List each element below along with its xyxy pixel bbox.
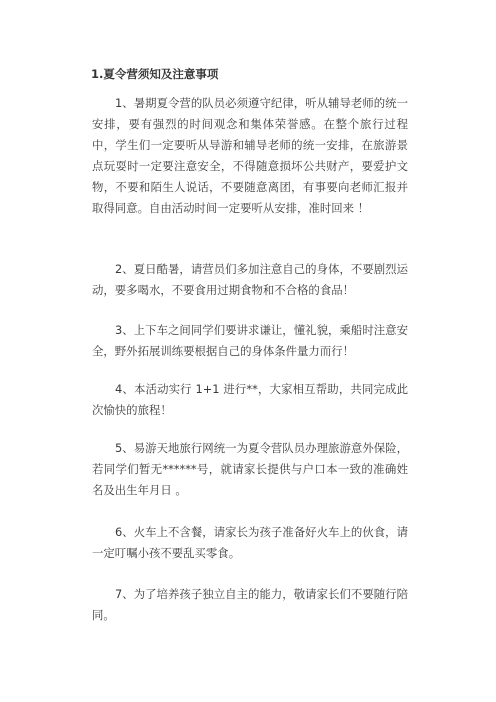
notice-item-1: 1、暑期夏令营的队员必须遵守纪律，听从辅导老师的统一安排，要有强烈的时间观念和集体荣誉感。在整个旅行过程中，学生们一定要听从导游和辅导老师的统一安排，在旅游景点玩耍时一定要注意安全，不得随意损坏公共财产，要爱护文物，不要和陌生人说话，不要随意离团，有事要向老师汇报并取得同意。自由活动时间一定要听从安排，准时回来 ！ [92,96,408,215]
notice-item-7: 7、为了培养孩子独立自主的能力，敬请家长们不要随行陪同。 [92,587,408,622]
notice-item-6: 6、火车上不含餐，请家长为孩子准备好火车上的伙食，请一定叮嘱小孩不要乱买零食。 [92,525,408,560]
document-title: 1.夏令营须知及注意事项 [91,67,219,81]
notice-item-3: 3、上下车之间同学们要讲求谦让，懂礼貌，乘船时注意安全，野外拓展训练要根据自己的身体条件量力而行！ [92,323,408,358]
notice-item-4: 4、本活动实行 1+1 进行**，大家相互帮助，共同完成此次愉快的旅程！ [92,382,408,417]
notice-item-2: 2、夏日酷暑，请营员们多加注意自己的身体，不要剧烈运动，要多喝水，不要食用过期食物和不合格的食品！ [92,262,408,297]
notice-item-5: 5、易游天地旅行网统一为夏令营队员办理旅游意外保险，若同学们暂无******号，就请家长提供与户口本一致的准确姓名及出生年月日 。 [92,441,408,497]
